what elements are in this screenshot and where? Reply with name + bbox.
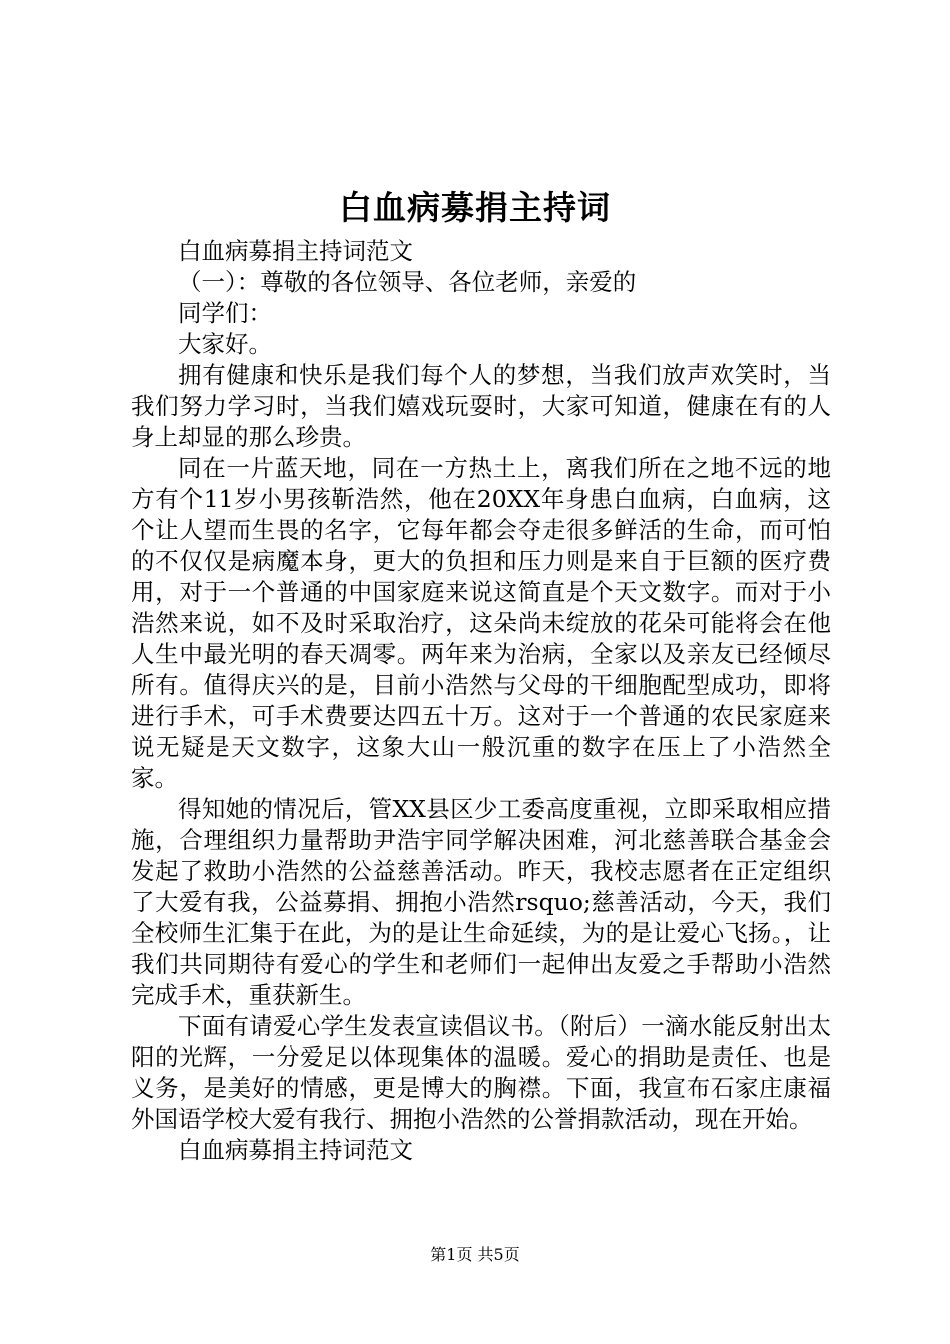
document-body <box>131 236 831 1166</box>
body-paragraph: 下面有请爱心学生发表宣读倡议书。（附后）一滴水能反射出太阳的光辉，一分爱足以体现集体的温暖。爱心的捐助是责任、也是义务，是美好的情感，更是博大的胸襟。下面，我宣布石家庄康福外国语学校大爱有我行、拥抱小浩然的公誉捐款活动，现在开始。 <box>131 1012 831 1133</box>
greeting-paragraph: 大家好。 <box>178 330 272 358</box>
section-heading-paragraph: 白血病募捐主持词范文 <box>178 1136 413 1164</box>
salutation-paragraph: （一）：尊敬的各位领导、各位老师，亲爱的 <box>178 268 637 296</box>
document-title: 白血病募捐主持词 <box>339 188 611 227</box>
subtitle-paragraph: 白血病募捐主持词范文 <box>178 237 413 265</box>
salutation-continued-paragraph: 同学们： <box>178 299 272 327</box>
page-number-footer: 第1页 共5页 <box>430 1245 520 1264</box>
body-paragraph: 拥有健康和快乐是我们每个人的梦想，当我们放声欢笑时，当我们努力学习时，当我们嬉戏玩耍时，大家可知道，健康在有的人身上却显的那么珍贵。 <box>131 361 831 451</box>
body-paragraph: 同在一片蓝天地，同在一方热土上，离我们所在之地不远的地方有个11岁小男孩靳浩然，他在20XX年身患白血病，白血病，这个让人望而生畏的名字，它每年都会夺走很多鲜活的生命，而可怕的不仅仅是病魔本身，更大的负担和压力则是来自于巨额的医疗费用，对于一个普通的中国家庭来说这简直是个天文数字。而对于小浩然来说，如不及时采取治疗，这朵尚未绽放的花朵可能将会在他人生中最光明的春天凋零。两年来为治病，全家以及亲友已经倾尽所有。值得庆兴的是，目前小浩然与父母的干细胞配型成功，即将进行手术，可手术费要达四五十万。这对于一个普通的农民家庭来说无疑是天文数字，这象大山一般沉重的数字在压上了小浩然全家。 <box>131 454 831 792</box>
body-paragraph: 得知她的情况后，管XX县区少工委高度重视，立即采取相应措施，合理组织力量帮助尹浩宇同学解决困难，河北慈善联合基金会发起了救助小浩然的公益慈善活动。昨天，我校志愿者在正定组织了大爱有我，公益募捐、拥抱小浩然rsquo;慈善活动，今天，我们全校师生汇集于在此，为的是让生命延续，为的是让爱心飞扬。，让我们共同期待有爱心的学生和老师们一起伸出友爱之手帮助小浩然完成手术，重获新生。 <box>131 795 831 1009</box>
